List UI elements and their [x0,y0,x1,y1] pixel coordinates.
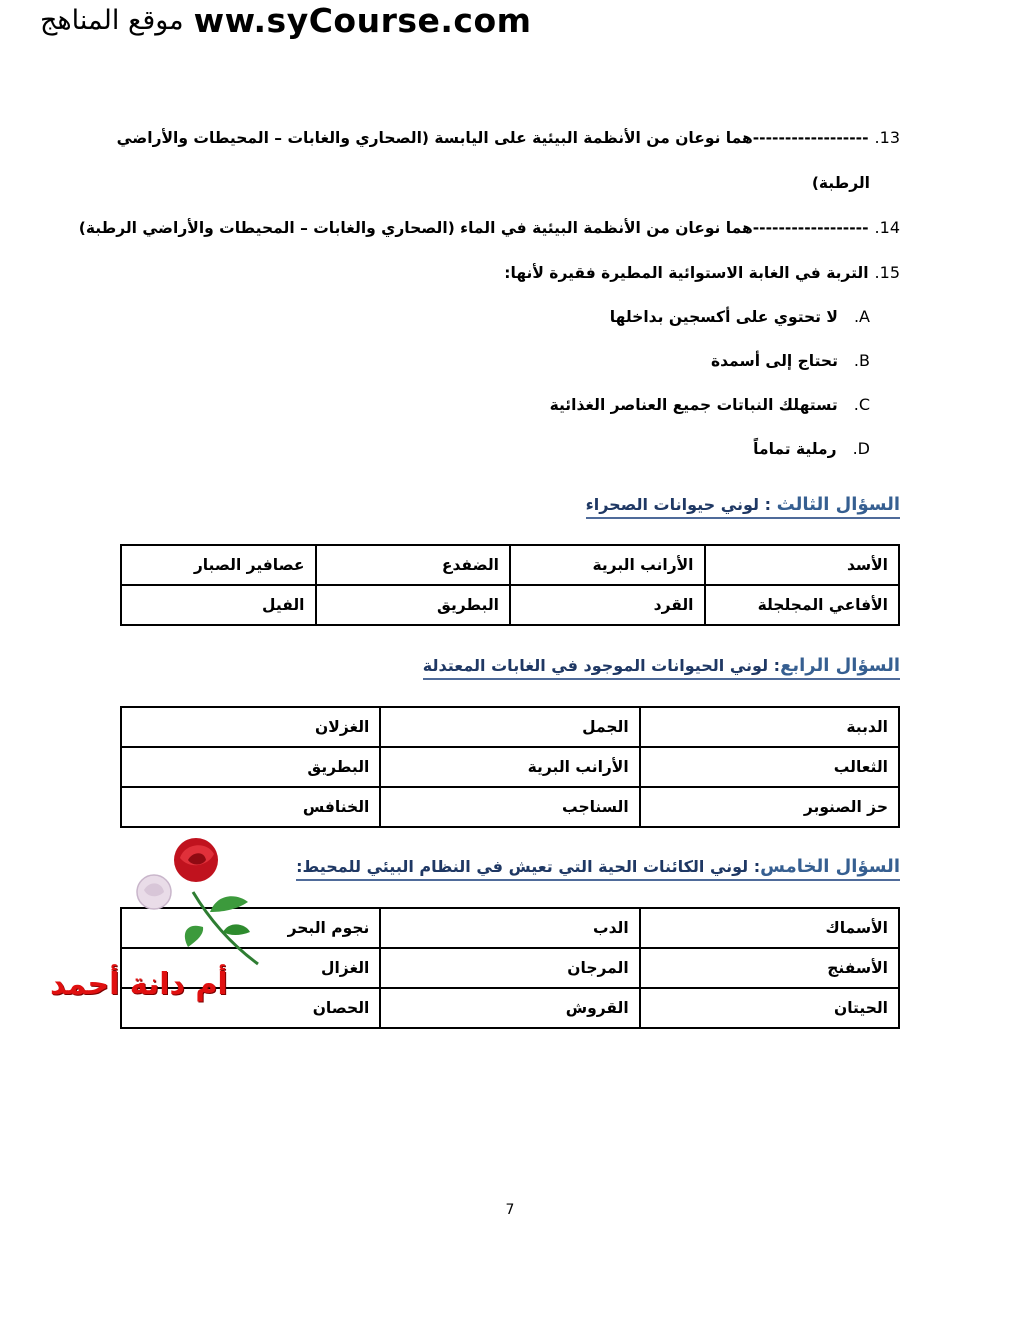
table-cell[interactable]: الفيل [121,585,316,625]
question-number: 14. [874,218,900,237]
table-cell[interactable]: الأسد [705,545,900,585]
question-14 [79,218,900,237]
question-15 [504,263,900,282]
table-cell[interactable]: المرجان [380,948,639,988]
table-cell[interactable]: الدب [380,908,639,948]
option-letter: D. [852,439,870,458]
table-cell[interactable]: الغزلان [121,707,380,747]
section-3-title [586,494,900,519]
option-text: رملية تماماً [753,440,837,458]
question-text: ------------------هما نوعان من الأنظمة البيئية في الماء (الصحاري والغابات – المحيطات والأراضي الرطبة) [78,219,869,237]
table-row [121,747,899,787]
table-cell[interactable]: القرد [510,585,705,625]
table-cell[interactable]: الأرانب البرية [380,747,639,787]
option-text: لا تحتوي على أكسجين بداخلها [609,308,838,326]
option-text: تستهلك النباتات جميع العناصر الغذائية [549,396,838,414]
table-cell[interactable]: نجوم البحر [121,908,380,948]
table-cell[interactable]: الغزال [121,948,380,988]
section-instruction: : لوني حيوانات الصحراء [585,495,777,514]
rose-watermark-logo [48,832,278,1012]
table-row [121,707,899,747]
table-cell[interactable]: السناجب [380,787,639,827]
table-cell[interactable]: البطريق [121,747,380,787]
section-lead: السؤال الرابع [780,655,900,676]
question-number: 15. [874,263,900,282]
table-cell[interactable]: الأرانب البرية [510,545,705,585]
question-13 [117,128,900,147]
question-number: 13. [874,128,900,147]
table-cell[interactable]: الضفدع [316,545,511,585]
site-name-arabic: موقع المناهج [40,4,184,36]
option-d [753,439,870,458]
site-url: ww.syCourse.com [193,0,532,40]
section-lead: السؤال الخامس [760,856,900,877]
table-cell[interactable]: حز الصنوبر [640,787,899,827]
option-c [550,395,870,414]
option-text: تحتاج إلى أسمدة [710,352,838,370]
desert-animals-table [120,544,900,626]
table-cell[interactable]: الحصان [121,988,380,1028]
section-instruction: : لوني الكائنات الحية التي تعيش في النظام البيئي للمحيط: [296,857,761,876]
table-cell[interactable]: الدببة [640,707,899,747]
table-cell[interactable]: القروش [380,988,639,1028]
table-row [121,585,899,625]
temperate-forest-table [120,706,900,828]
table-cell[interactable]: عصافير الصبار [121,545,316,585]
table-row [121,545,899,585]
question-text: التربة في الغابة الاستوائية المطيرة فقيرة لأنها: [504,264,869,282]
table-row [121,787,899,827]
question-13-continuation: الرطبة) [811,174,870,192]
question-text: ------------------هما نوعان من الأنظمة البيئية على اليابسة (الصحاري والغابات – المحيطات والأراضي [116,129,869,147]
table-cell[interactable]: الحيتان [640,988,899,1028]
table-cell[interactable]: الثعالب [640,747,899,787]
table-cell[interactable]: الأفاعي المجلجلة [705,585,900,625]
site-header [40,0,532,40]
option-b [711,351,870,370]
watermark-text: أم دانة أحمد [50,967,228,1002]
option-letter: B. [853,351,870,370]
option-letter: C. [853,395,870,414]
rose-icon [118,832,278,972]
option-letter: A. [853,307,870,326]
table-cell[interactable]: الخنافس [121,787,380,827]
table-cell[interactable]: الجمل [380,707,639,747]
table-cell[interactable]: الأسماك [640,908,899,948]
page-number: 7 [505,1202,515,1218]
section-4-title [423,655,900,680]
section-lead: السؤال الثالث [776,494,900,515]
section-instruction: : لوني الحيوانات الموجود في الغابات المعتدلة [422,656,781,675]
table-cell[interactable]: البطريق [316,585,511,625]
option-a [610,307,870,326]
section-5-title [296,856,900,881]
table-cell[interactable]: الأسفنج [640,948,899,988]
